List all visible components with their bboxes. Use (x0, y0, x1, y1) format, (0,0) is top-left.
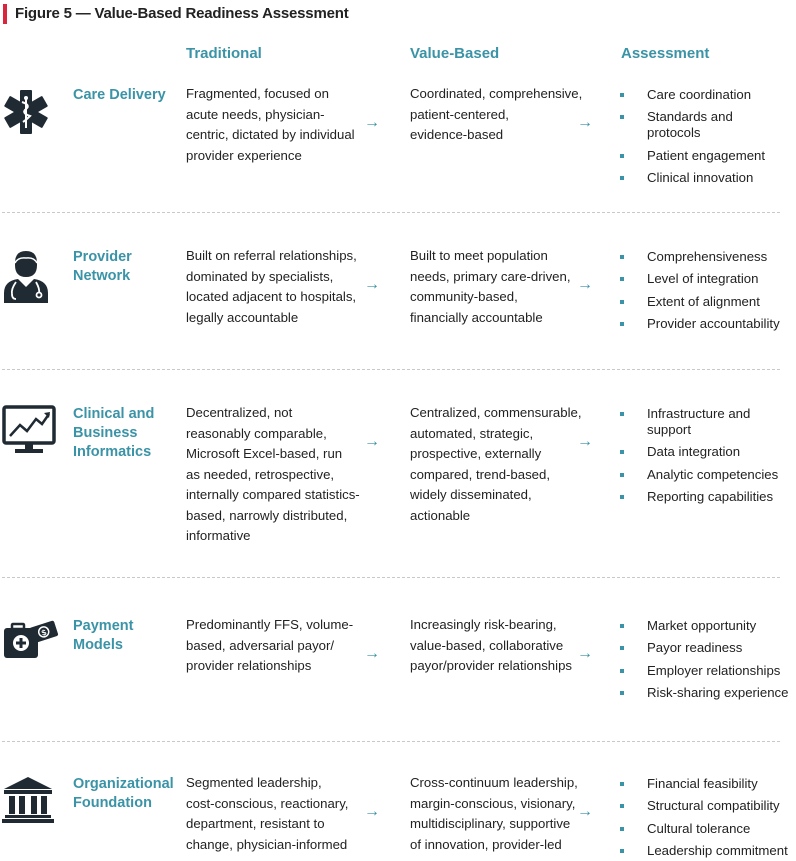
assessment-text: Payor readiness (647, 640, 743, 656)
text-line: Built on referral relationships, (186, 248, 357, 263)
text-line: change, physician-informed (186, 836, 348, 852)
bullet-icon (620, 782, 624, 786)
traditional-text (186, 773, 361, 855)
text-line: needs, primary care-driven, (410, 268, 571, 284)
assessment-item (620, 148, 796, 164)
traditional-text (186, 615, 361, 677)
arrow-right-icon: → (364, 114, 380, 131)
assessment-list (620, 249, 796, 338)
text-line: internally compared statistics- (186, 487, 360, 502)
text-line: Increasingly risk-bearing, (410, 617, 557, 632)
text-line: patient-centered, (410, 106, 509, 122)
text-line: located adjacent to hospitals, (186, 289, 357, 304)
text-line: department, resistant to (186, 816, 325, 831)
assessment-text: Data integration (647, 444, 741, 460)
assessment-item (620, 489, 796, 505)
bullet-icon (620, 646, 624, 650)
assessment-item (620, 821, 796, 837)
assessment-text: Analytic competencies (647, 466, 779, 482)
medical-star-icon (2, 88, 50, 141)
text-line: cost-conscious, reactionary, (186, 795, 349, 811)
assessment-text: Market opportunity (647, 618, 757, 633)
bullet-icon (620, 176, 624, 180)
text-line: dominated by specialists, (186, 268, 334, 284)
arrow-right-icon: → (364, 276, 380, 293)
assessment-item (620, 170, 796, 186)
assessment-item (620, 467, 796, 483)
value-based-text (410, 773, 585, 855)
wallet-money-icon (2, 618, 60, 665)
bullet-icon (620, 624, 624, 628)
text-line: compared, trend-based, (410, 466, 551, 482)
assessment-item (620, 843, 796, 859)
text-line: centric, dictated by individual (186, 127, 355, 142)
assessment-list (620, 87, 796, 192)
bullet-icon (620, 277, 624, 281)
assessment-item (620, 798, 796, 814)
bullet-icon (620, 450, 624, 454)
row-label: Clinical and Business Informatics (73, 406, 155, 460)
bullet-icon (620, 691, 624, 695)
assessment-item (620, 444, 796, 460)
assessment-text: Infrastructure and support (647, 406, 751, 437)
text-line: widely disseminated, actionable (410, 487, 532, 523)
text-line: Decentralized, not (186, 405, 293, 420)
assessment-text: Patient engagement (647, 147, 766, 163)
bullet-icon (620, 255, 624, 259)
text-line: community-based, (410, 289, 518, 304)
traditional-text (186, 403, 361, 547)
assessment-text: Employer relationships (647, 662, 781, 678)
bullet-icon (620, 115, 624, 119)
column-header-value-based: Value-Based (410, 45, 500, 62)
text-line: Coordinated, comprehensive, (410, 86, 583, 101)
text-line: Microsoft Excel-based, run (186, 446, 343, 461)
figure-title: Figure 5 — Value-Based Readiness Assessment (3, 4, 349, 24)
row-divider (2, 369, 780, 370)
text-line: prospective, externally (410, 446, 542, 461)
arrow-right-icon: → (577, 645, 593, 662)
text-line: Cross-continuum leadership, (410, 775, 578, 790)
arrow-right-icon: → (577, 276, 593, 293)
row-label: Payment Models (73, 618, 134, 653)
assessment-text: Extent of alignment (647, 293, 760, 309)
bullet-icon (620, 473, 624, 477)
assessment-item (620, 406, 770, 438)
bullet-icon (620, 669, 624, 673)
assessment-list (620, 618, 796, 707)
monitor-chart-icon (2, 405, 56, 460)
arrow-right-icon: → (364, 433, 380, 450)
text-line: financially accountable (410, 309, 543, 325)
row-divider (2, 212, 780, 213)
text-line: value-based, collaborative (410, 637, 564, 653)
assessment-text: Comprehensiveness (647, 249, 768, 264)
bullet-icon (620, 322, 624, 326)
assessment-item (620, 271, 796, 287)
text-line: automated, strategic, (410, 425, 534, 441)
text-line: margin-conscious, visionary, (410, 795, 576, 811)
text-line: multidisciplinary, supportive (410, 816, 571, 831)
arrow-right-icon: → (577, 433, 593, 450)
assessment-text: Standards and protocols (647, 109, 733, 141)
text-line: Built to meet population (410, 248, 548, 263)
institution-icon (2, 776, 54, 829)
traditional-text (186, 84, 361, 166)
bullet-icon (620, 849, 624, 853)
svg-text:$: $ (40, 627, 48, 638)
text-line: of innovation, provider-led (410, 836, 562, 852)
row-divider (2, 577, 780, 578)
text-line: Centralized, commensurable, (410, 405, 582, 420)
value-based-text (410, 84, 585, 146)
assessment-text: Structural compatibility (647, 798, 780, 814)
text-line: as needed, retrospective, (186, 466, 335, 482)
text-line: acute needs, physician- (186, 106, 325, 122)
text-line: provider experience (186, 147, 302, 163)
text-line: payor/provider relationships (410, 658, 572, 673)
text-line: reasonably comparable, (186, 425, 327, 441)
assessment-text: Provider accountability (647, 315, 780, 331)
bullet-icon (620, 495, 624, 499)
assessment-text: Cultural tolerance (647, 820, 751, 836)
arrow-right-icon: → (364, 803, 380, 820)
text-line: based, adversarial payor/ (186, 637, 335, 653)
bullet-icon (620, 412, 624, 416)
assessment-item (620, 663, 796, 679)
arrow-right-icon: → (577, 114, 593, 131)
assessment-list (620, 776, 796, 861)
traditional-text (186, 246, 361, 328)
assessment-item (620, 640, 796, 656)
assessment-item (620, 249, 796, 265)
value-based-text (410, 246, 585, 328)
assessment-item (620, 87, 796, 103)
bullet-icon (620, 154, 624, 158)
row-label: Organizational Foundation (73, 776, 174, 811)
value-based-text (410, 615, 585, 677)
column-header-assessment: Assessment (621, 45, 710, 62)
assessment-text: Care coordination (647, 87, 752, 102)
bullet-icon (620, 300, 624, 304)
row-label: Provider Network (73, 249, 132, 284)
bullet-icon (620, 804, 624, 808)
assessment-text: Clinical innovation (647, 169, 754, 185)
row-label: Care Delivery (73, 87, 166, 103)
text-line: Predominantly FFS, volume- (186, 617, 354, 632)
text-line: informative (186, 528, 251, 543)
assessment-item (620, 776, 796, 792)
assessment-list (620, 406, 796, 511)
assessment-text: Reporting capabilities (647, 488, 774, 504)
bullet-icon (620, 93, 624, 97)
bullet-icon (620, 827, 624, 831)
assessment-text: Leadership commitment (647, 842, 788, 858)
assessment-text: Risk-sharing experience (647, 684, 789, 700)
column-header-traditional: Traditional (186, 45, 262, 62)
value-based-text (410, 403, 585, 526)
arrow-right-icon: → (577, 803, 593, 820)
text-line: Segmented leadership, (186, 775, 322, 790)
text-line: Fragmented, focused on (186, 86, 329, 101)
assessment-item (620, 618, 796, 634)
text-line: based, narrowly distributed, (186, 507, 348, 523)
assessment-text: Financial feasibility (647, 776, 758, 791)
assessment-item (620, 109, 770, 141)
text-line: provider relationships (186, 658, 312, 673)
assessment-text: Level of integration (647, 271, 759, 287)
assessment-item (620, 316, 796, 332)
assessment-item (620, 294, 796, 310)
text-line: legally accountable (186, 309, 299, 325)
assessment-item (620, 685, 796, 701)
row-divider (2, 741, 780, 742)
text-line: evidence-based (410, 127, 504, 142)
arrow-right-icon: → (364, 645, 380, 662)
physician-icon (2, 249, 50, 308)
